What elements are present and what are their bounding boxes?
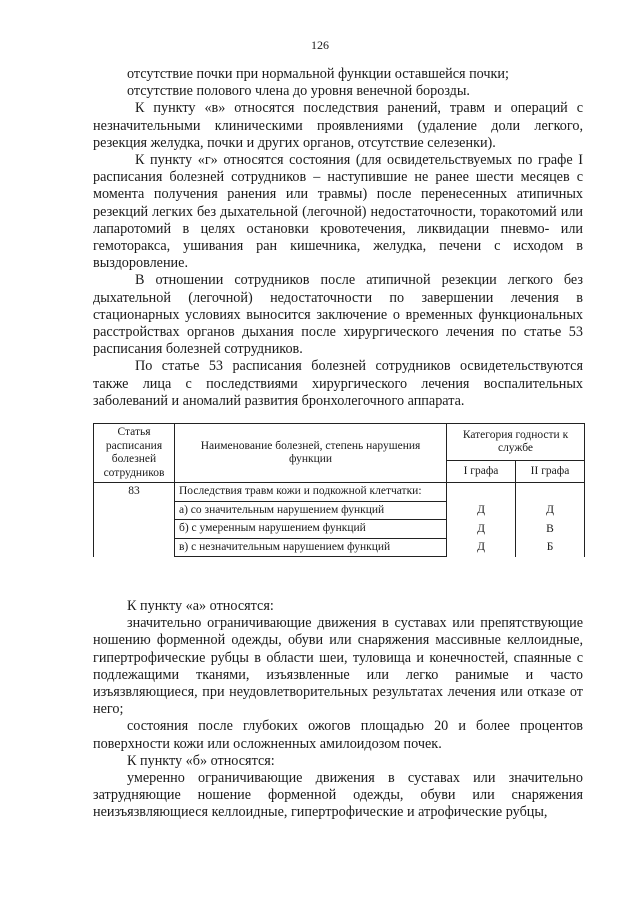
paragraph: К пункту «б» относятся: xyxy=(127,752,275,769)
header-category: Категория годности к службе xyxy=(447,424,585,461)
paragraph: состояния после глубоких ожогов площадью 20 и более процентов поверхности кожи или осложненных амилоидозом почек. xyxy=(93,718,583,752)
row-graph-1: Д xyxy=(447,501,516,520)
row-name: в) с незначительным нарушением функций xyxy=(175,538,447,557)
table-row xyxy=(94,520,585,539)
paragraph: В отношении сотрудников после атипичной резекции легкого без дыхательной (легочной) недостаточности по завершении лечения в стационарных условиях выносится заключение о временных функциональных расстройствах органов дыхания после хирургического лечения по статье 53 расписания болезней сотрудников. xyxy=(93,272,583,358)
row-graph-1: Д xyxy=(447,538,516,557)
paragraph: отсутствие почки при нормальной функции оставшейся почки; xyxy=(127,66,509,82)
row-name: а) со значительным нарушением функций xyxy=(175,501,447,520)
disease-schedule-table xyxy=(93,423,585,557)
top-text-block xyxy=(93,66,583,410)
paragraph: умеренно ограничивающие движения в суставах или значительно затрудняющие ношение форменной одежды, обуви или снаряжения неизъязвляющиеся келлоидные, гипертрофические и атрофические рубцы, xyxy=(93,770,583,821)
table-header-row xyxy=(94,424,585,461)
table-row xyxy=(94,483,585,502)
paragraph: К пункту «а» относятся: xyxy=(127,598,274,614)
header-article: Статья расписания болезней сотрудников xyxy=(94,424,175,483)
paragraph: отсутствие полового члена до уровня венечной борозды. xyxy=(127,83,470,100)
row-graph-2: В xyxy=(516,520,585,539)
row-graph-1: Д xyxy=(447,520,516,539)
row-graph-2: Д xyxy=(516,501,585,520)
header-graph-1: I графа xyxy=(447,461,516,483)
article-number: 83 xyxy=(94,483,175,502)
paragraph: По статье 53 расписания болезней сотрудников освидетельствуются также лица с последствиями хирургического лечения воспалительных заболеваний и аномалий развития бронхолегочного аппарата. xyxy=(93,358,583,409)
paragraph: К пункту «г» относятся состояния (для освидетельствуемых по графе I расписания болезней сотрудников – наступившие не ранее шести месяцев с момента получения ранения или травмы) после перенесенных атипичных резекций легких без дыхательной (легочной) недостаточности, торакотомий или лапаротомий в целях остановки кровотечения, ликвидации пневмо- или гемоторакса, ушивания ран кишечника, желудка, печени с исходом в выздоровление. xyxy=(93,152,583,272)
bottom-text-block xyxy=(93,598,583,822)
paragraph: значительно ограничивающие движения в суставах или препятствующие ношению форменной одежды, обуви или снаряжения массивные келлоидные, гипертрофические рубцы в области шеи, туловища и конечностей, спаянные с подлежащими тканями, изъязвленные или легко ранимые и часто изъязвляющиеся, при неудовлетворительных результатах лечения или отказе от него; xyxy=(93,615,583,718)
row-name: б) с умеренным нарушением функций xyxy=(175,520,447,539)
page-number: 126 xyxy=(311,38,329,52)
row-intro: Последствия травм кожи и подкожной клетчатки: xyxy=(175,483,447,502)
header-name: Наименование болезней, степень нарушения функции xyxy=(175,424,447,483)
table-row xyxy=(94,538,585,557)
paragraph: К пункту «в» относятся последствия ранений, травм и операций с незначительными клиническими проявлениями (удаление доли легкого, резекция желудка, почки и других органов, отсутствие селезенки). xyxy=(93,100,583,151)
header-graph-2: II графа xyxy=(516,461,585,483)
table-row xyxy=(94,501,585,520)
row-graph-2: Б xyxy=(516,538,585,557)
